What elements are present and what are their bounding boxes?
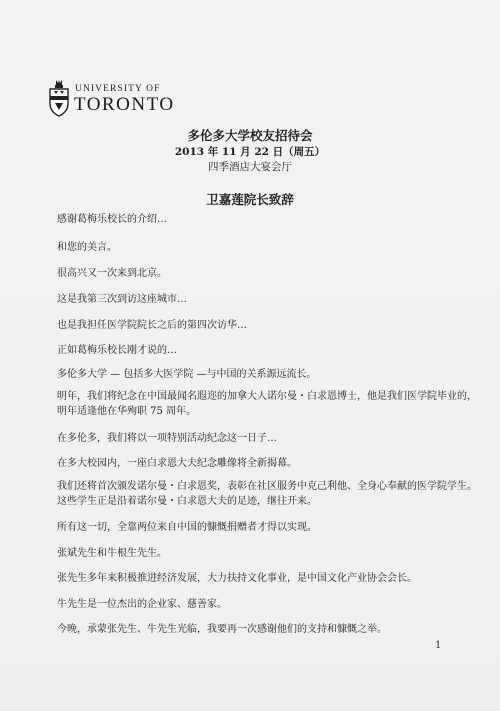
paragraph: 明年，我们将纪念在中国最闻名遐迩的加拿大人诺尔曼・白求恩博士，他是我们医学院毕业的，明年适逢他在华殉职 75 周年。	[57, 391, 477, 417]
logo-toronto: TORONTO	[74, 94, 175, 115]
paragraph: 张先生多年来积极推进经济发展，大力扶持文化事业，是中国文化产业协会会长。	[57, 573, 417, 584]
page-number: 1	[435, 640, 442, 651]
logo-university-of: UNIVERSITY OF	[75, 84, 161, 94]
university-logo	[49, 73, 184, 121]
paragraph: 在多伦多，我们将以一项特别活动纪念这一日子…	[57, 433, 277, 444]
paragraph: 这是我第三次到访这座城市…	[57, 294, 187, 305]
speech-title: 卫嘉莲院长致辞	[206, 192, 294, 207]
event-title: 多伦多大学校友招待会	[187, 128, 313, 143]
paragraph: 张斌先生和牛根生先生。	[57, 548, 167, 559]
paragraph: 很高兴又一次来到北京。	[57, 268, 167, 279]
paragraph: 多伦多大学 — 包括多大医学院 —与中国的关系源远流长。	[57, 369, 317, 380]
paragraph: 感谢葛梅乐校长的介绍…	[57, 214, 167, 225]
paragraph: 今晚，承蒙张先生、牛先生光临，我要再一次感谢他们的支持和慷慨之举。	[57, 624, 387, 635]
paragraph: 我们还将首次颁发诺尔曼・白求恩奖，表彰在社区服务中克己利他、全身心奉献的医学院学生。这些学生正是沿着诺尔曼・白求恩大夫的足迹，继往开来。	[57, 481, 477, 507]
paragraph: 和您的美言。	[57, 242, 117, 253]
event-date: 2013 年 11 月 22 日（周五）	[174, 146, 326, 158]
event-venue: 四季酒店大宴会厅	[208, 161, 292, 173]
crest-icon	[49, 79, 69, 117]
paragraph: 正如葛梅乐校长刚才说的…	[57, 345, 177, 356]
paragraph: 在多大校园内，一座白求恩大夫纪念雕像将全新揭幕。	[57, 458, 297, 469]
paragraph: 牛先生是一位杰出的企业家、慈善家。	[57, 599, 227, 610]
paragraph: 所有这一切，全靠两位来自中国的慷慨捐赠者才得以实现。	[57, 522, 317, 533]
paragraph: 也是我担任医学院院长之后的第四次访华…	[57, 320, 247, 331]
